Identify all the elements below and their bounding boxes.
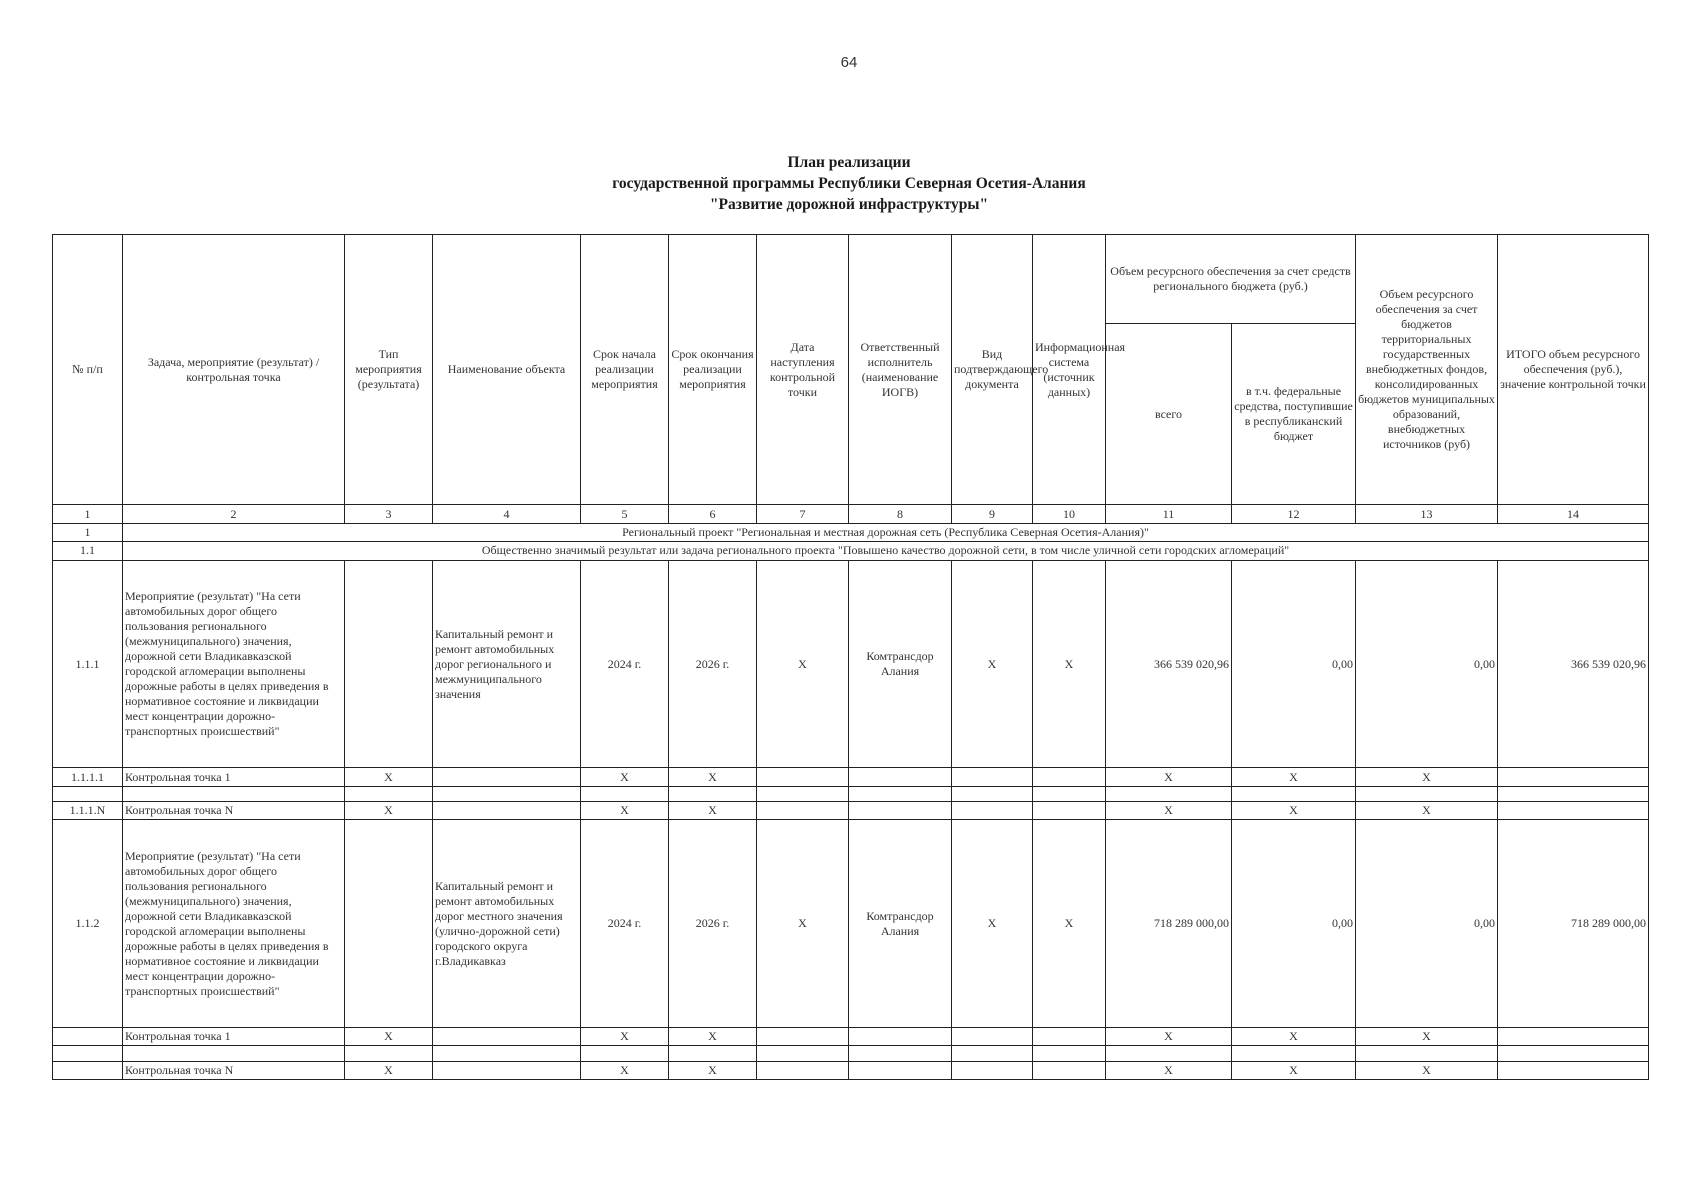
measure-start: 2024 г. [581, 820, 669, 1028]
row-number: 1.1.1.N [53, 801, 123, 819]
regional-project-row [53, 523, 1649, 541]
row-number: 1.1.1.1 [53, 768, 123, 786]
measure-federal: 0,00 [1232, 820, 1356, 1028]
header-federal: в т.ч. федеральные средства, поступившие в республиканский бюджет [1232, 323, 1356, 505]
row-number [53, 1028, 123, 1046]
row-number: 1 [53, 523, 123, 541]
empty-cell [433, 1028, 581, 1046]
empty-cell [952, 801, 1033, 819]
control-point-type: X [345, 801, 433, 819]
row-number: 1.1.2 [53, 820, 123, 1028]
blank-row [53, 786, 1649, 801]
row-number: 1.1.1 [53, 560, 123, 768]
measure-row [53, 820, 1649, 1028]
empty-cell [1033, 1028, 1106, 1046]
measure-itogo: 718 289 000,00 [1498, 820, 1649, 1028]
column-number: 12 [1232, 505, 1356, 523]
column-number: 4 [433, 505, 581, 523]
control-point-federal: X [1232, 1028, 1356, 1046]
measure-object: Капитальный ремонт и ремонт автомобильных дорог местного значения (улично-дорожной сети) городского округа г.Владикавказ [433, 820, 581, 1028]
control-point-territorial: X [1356, 801, 1498, 819]
control-point-label: Контрольная точка N [123, 1061, 345, 1079]
row-number [53, 1061, 123, 1079]
header-info-system: Информационная система (источник данных) [1033, 235, 1106, 505]
column-number: 6 [669, 505, 757, 523]
control-point-type: X [345, 768, 433, 786]
empty-cell [1033, 801, 1106, 819]
measure-cp-date: X [757, 820, 849, 1028]
control-point-total: X [1106, 1028, 1232, 1046]
control-point-type: X [345, 1028, 433, 1046]
measure-type [345, 820, 433, 1028]
header-object: Наименование объекта [433, 235, 581, 505]
empty-cell [757, 801, 849, 819]
result-title: Общественно значимый результат или задача регионального проекта "Повышено качество дорожной сети, в том числе уличной сети городских агломераций" [123, 542, 1649, 560]
empty-cell [757, 768, 849, 786]
control-point-start: X [581, 768, 669, 786]
regional-project-title: Региональный проект "Региональная и местная дорожная сеть (Республика Северная Осетия-Алания)" [123, 523, 1649, 541]
measure-row [53, 560, 1649, 768]
measure-end: 2026 г. [669, 560, 757, 768]
column-number: 9 [952, 505, 1033, 523]
column-number-row [53, 505, 1649, 523]
header-doc: Вид подтверждающего документа [952, 235, 1033, 505]
measure-executor: Комтрансдор Алания [849, 820, 952, 1028]
document-title [0, 152, 1698, 215]
column-number: 1 [53, 505, 123, 523]
control-point-total: X [1106, 1061, 1232, 1079]
control-point-start: X [581, 1028, 669, 1046]
control-point-end: X [669, 768, 757, 786]
measure-executor: Комтрансдор Алания [849, 560, 952, 768]
measure-object: Капитальный ремонт и ремонт автомобильных дорог регионального и межмуниципального значения [433, 560, 581, 768]
control-point-federal: X [1232, 801, 1356, 819]
measure-total: 366 539 020,96 [1106, 560, 1232, 768]
empty-cell [1498, 1028, 1649, 1046]
title-line-3: "Развитие дорожной инфраструктуры" [709, 196, 989, 213]
measure-territorial: 0,00 [1356, 820, 1498, 1028]
measure-info: X [1033, 560, 1106, 768]
header-regional-budget: Объем ресурсного обеспечения за счет средств регионального бюджета (руб.) [1106, 235, 1356, 324]
empty-cell [952, 1028, 1033, 1046]
control-point-total: X [1106, 768, 1232, 786]
control-point-end: X [669, 1061, 757, 1079]
control-point-territorial: X [1356, 1028, 1498, 1046]
measure-start: 2024 г. [581, 560, 669, 768]
header-start: Срок начала реализации мероприятия [581, 235, 669, 505]
empty-cell [952, 1061, 1033, 1079]
header-type: Тип мероприятия (результата) [345, 235, 433, 505]
control-point-start: X [581, 1061, 669, 1079]
measure-info: X [1033, 820, 1106, 1028]
column-number: 13 [1356, 505, 1498, 523]
empty-cell [952, 768, 1033, 786]
measure-doc: X [952, 820, 1033, 1028]
control-point-federal: X [1232, 768, 1356, 786]
implementation-plan-table [52, 234, 1649, 1080]
empty-cell [757, 1061, 849, 1079]
measure-task: Мероприятие (результат) "На сети автомобильных дорог общего пользования регионального (межмуниципального) значения, дорожной сети Владикавказской городской агломерации выполнены дорожные работы в целях приведения в нормативное состояние и ликвидации мест концентрации дорожно-транспортных происшествий" [123, 560, 345, 768]
control-point-row [53, 801, 1649, 819]
empty-cell [849, 1028, 952, 1046]
header-num: № п/п [53, 235, 123, 505]
empty-cell [757, 1028, 849, 1046]
column-number: 11 [1106, 505, 1232, 523]
control-point-row [53, 768, 1649, 786]
measure-territorial: 0,00 [1356, 560, 1498, 768]
column-number: 5 [581, 505, 669, 523]
column-number: 10 [1033, 505, 1106, 523]
header-end: Срок окончания реализации мероприятия [669, 235, 757, 505]
control-point-end: X [669, 801, 757, 819]
empty-cell [849, 768, 952, 786]
control-point-label: Контрольная точка 1 [123, 768, 345, 786]
control-point-total: X [1106, 801, 1232, 819]
title-line-2: государственной программы Республики Северная Осетия-Алания [612, 175, 1086, 192]
empty-cell [1033, 1061, 1106, 1079]
column-number: 7 [757, 505, 849, 523]
row-number: 1.1 [53, 542, 123, 560]
column-number: 8 [849, 505, 952, 523]
page-number: 64 [840, 54, 858, 71]
measure-total: 718 289 000,00 [1106, 820, 1232, 1028]
control-point-row [53, 1061, 1649, 1079]
empty-cell [849, 801, 952, 819]
control-point-label: Контрольная точка N [123, 801, 345, 819]
control-point-federal: X [1232, 1061, 1356, 1079]
header-cp-date: Дата наступления контрольной точки [757, 235, 849, 505]
empty-cell [1498, 768, 1649, 786]
control-point-territorial: X [1356, 768, 1498, 786]
empty-cell [433, 1061, 581, 1079]
empty-cell [433, 801, 581, 819]
measure-itogo: 366 539 020,96 [1498, 560, 1649, 768]
empty-cell [1498, 1061, 1649, 1079]
measure-end: 2026 г. [669, 820, 757, 1028]
control-point-label: Контрольная точка 1 [123, 1028, 345, 1046]
control-point-end: X [669, 1028, 757, 1046]
result-row [53, 542, 1649, 560]
title-line-1: План реализации [787, 154, 911, 171]
measure-federal: 0,00 [1232, 560, 1356, 768]
control-point-row [53, 1028, 1649, 1046]
empty-cell [1033, 768, 1106, 786]
measure-type [345, 560, 433, 768]
control-point-territorial: X [1356, 1061, 1498, 1079]
header-total: всего [1106, 323, 1232, 505]
blank-row [53, 1046, 1649, 1061]
header-itogo: ИТОГО объем ресурсного обеспечения (руб.), значение контрольной точки [1498, 235, 1649, 505]
measure-task: Мероприятие (результат) "На сети автомобильных дорог общего пользования регионального (межмуниципального) значения, дорожной сети Владикавказской городской агломерации выполнены дорожные работы в целях приведения в нормативное состояние и ликвидации мест концентрации дорожно-транспортных происшествий" [123, 820, 345, 1028]
measure-cp-date: X [757, 560, 849, 768]
header-executor: Ответственный исполнитель (наименование ИОГВ) [849, 235, 952, 505]
control-point-type: X [345, 1061, 433, 1079]
control-point-start: X [581, 801, 669, 819]
header-row-top [53, 235, 1649, 324]
empty-cell [849, 1061, 952, 1079]
column-number: 3 [345, 505, 433, 523]
empty-cell [1498, 801, 1649, 819]
header-territorial: Объем ресурсного обеспечения за счет бюджетов территориальных государственных внебюджетных фондов, консолидированных бюджетов муниципальных образований, внебюджетных источников (руб) [1356, 235, 1498, 505]
empty-cell [433, 768, 581, 786]
column-number: 2 [123, 505, 345, 523]
measure-doc: X [952, 560, 1033, 768]
column-number: 14 [1498, 505, 1649, 523]
header-task: Задача, мероприятие (результат) / контрольная точка [123, 235, 345, 505]
